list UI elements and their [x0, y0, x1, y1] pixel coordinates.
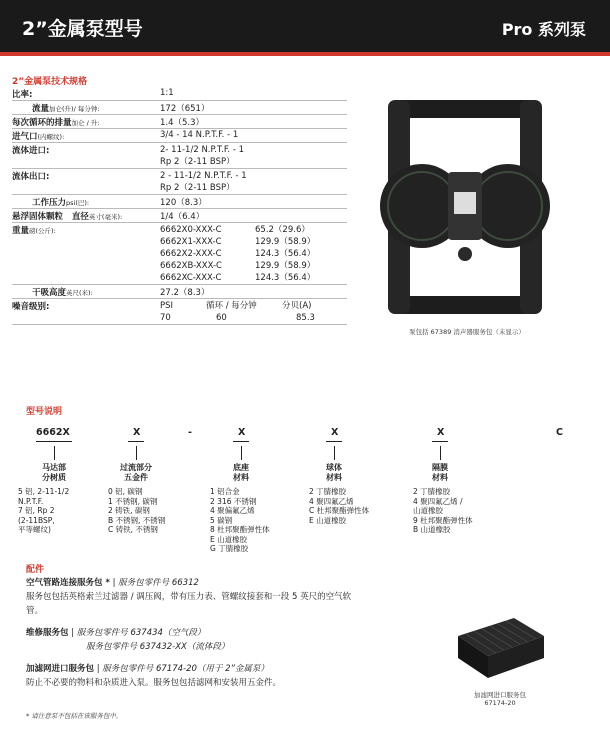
- spec-value: 1:1: [160, 88, 174, 98]
- code-tick: [440, 446, 441, 460]
- weight-item: 6662XB-XXX-C 129.9（58.9）: [160, 261, 316, 271]
- model-code-suffix: C: [556, 427, 563, 438]
- code-tick: [136, 446, 137, 460]
- spec-label: 每次循环的排量加仑 / 升:: [12, 118, 100, 128]
- spec-label: 噪音级别:: [12, 302, 50, 312]
- spec-row-air-inlet: [12, 129, 347, 143]
- weight-item: 6662XC-XXX-C 124.3（56.4）: [160, 273, 316, 283]
- spec-label: 干吸高度英尺(米):: [32, 288, 93, 298]
- spec-row-dry-lift: [12, 285, 347, 299]
- spec-label: 流体出口:: [12, 172, 50, 182]
- spec-value: 3/4 - 14 N.P.T.F. - 1: [160, 130, 239, 140]
- spec-row-fluid-inlet: [12, 143, 347, 169]
- repair-kit-title: 维修服务包 | 服务包零件号 637434（空气段）: [26, 628, 206, 638]
- spec-value: [160, 223, 347, 284]
- spec-value: 2- 11-1/2 N.P.T.F. - 1 Rp 2（2-11 BSP）: [160, 145, 244, 167]
- options-motor: 5 铝, 2-11-1/2 N.P.T.F. 7 铝, Rp 2 (2-11BSP, 平等螺纹): [18, 487, 70, 534]
- page-title: 2”金属泵型号: [22, 18, 143, 40]
- spec-value: 1.4（5.3）: [160, 118, 205, 128]
- options-wetted: 0 铝, 碳钢 1 不锈钢, 碳钢 2 铸铁, 碳钢 B 不锈钢, 不锈钢 C 铸铁, 不锈钢: [108, 487, 166, 534]
- spec-value: 27.2（8.3）: [160, 288, 210, 298]
- model-code-part: X: [133, 427, 141, 438]
- spec-row-weight: [12, 223, 347, 285]
- spec-row-displacement: [12, 115, 347, 129]
- spec-row-ratio: [12, 87, 347, 101]
- spec-label: 流量加仑(升)/ 每分钟:: [32, 104, 100, 114]
- code-tick: [54, 446, 55, 460]
- air-kit-title: 空气管路连接服务包 * | 服务包零件号 66312: [26, 578, 199, 588]
- accessories-title: 配件: [26, 565, 45, 575]
- series-label: Pro 系列泵: [501, 20, 586, 39]
- spec-row-solids: [12, 209, 347, 223]
- col-head-ball: 球体 材料: [326, 463, 342, 482]
- spec-value: 1/4（6.4）: [160, 212, 205, 222]
- code-underline: [128, 441, 144, 442]
- spec-label: 比率:: [12, 90, 33, 100]
- model-code-sep: -: [188, 427, 192, 438]
- spec-label: 重量磅(公斤):: [12, 226, 56, 236]
- header-accent-bar: [0, 52, 610, 56]
- filter-kit-image: [452, 612, 548, 682]
- col-head-seat: 底座 材料: [233, 463, 249, 482]
- pump-image: [380, 96, 550, 318]
- spec-row-pressure: [12, 195, 347, 209]
- col-head-wetted: 过流部分 五金件: [120, 463, 152, 482]
- col-head-motor: 马达部 分树质: [42, 463, 66, 482]
- spec-value: 172（651）: [160, 104, 210, 114]
- footnote: * 请注意泵不包括在该服务包中。: [26, 712, 123, 720]
- specs-title: 2”金属泵技术规格: [12, 77, 88, 87]
- filter-caption: 加滤网进口服务包 67174-20: [474, 691, 526, 707]
- model-code-base: 6662X: [36, 427, 70, 438]
- spec-label: 悬浮固体颗粒 直径英寸(毫米):: [12, 212, 123, 222]
- repair-kit-line2: 服务包零件号 637432-XX（流体段）: [86, 642, 230, 652]
- code-underline: [36, 441, 72, 442]
- model-code-part: X: [437, 427, 445, 438]
- model-title: 型号说明: [26, 407, 63, 417]
- options-seat: 1 铝合金 2 316 不锈钢 4 聚偏氟乙烯 5 碳钢 8 杜邦聚酯弹性体 E 山道橡胶 G 丁腈橡胶: [210, 487, 270, 553]
- model-code-part: X: [331, 427, 339, 438]
- spec-value: 2 - 11-1/2 N.P.T.F. - 1 Rp 2（2-11 BSP）: [160, 171, 247, 193]
- weight-item: 6662X0-XXX-C 65.2（29.6）: [160, 225, 310, 235]
- air-kit-desc: 服务包包括英格索兰过滤器 / 调压阀，带有压力表、管螺纹接套和一段 5 英尺的空气软管。: [26, 592, 352, 616]
- code-tick: [334, 446, 335, 460]
- spec-value: 120（8.3）: [160, 198, 207, 208]
- filter-kit-title: 加滤网进口服务包 | 服务包零件号 67174-20（用于 2”金属泵）: [26, 664, 269, 674]
- options-diaphragm: 2 丁腈橡胶 4 聚四氟乙烯 / 山道橡胶 9 杜邦聚酯弹性体 B 山道橡胶: [413, 487, 473, 534]
- weight-item: 6662X2-XXX-C 124.3（56.4）: [160, 249, 316, 259]
- code-underline: [233, 441, 249, 442]
- specs-table: [12, 87, 347, 325]
- spec-row-flow: [12, 101, 347, 115]
- filter-kit-desc: 防止不必要的物料和杂质进入泵。服务包包括滤网和安装用五金件。: [26, 678, 282, 688]
- pump-caption: 泵包括 67389 消声器服务包（未显示）: [409, 328, 525, 336]
- spec-row-fluid-outlet: [12, 169, 347, 195]
- spec-row-noise: [12, 299, 347, 325]
- spec-label: 流体进口:: [12, 146, 50, 156]
- weight-item: 6662X1-XXX-C 129.9（58.9）: [160, 237, 316, 247]
- col-head-diaphragm: 隔膜 材料: [432, 463, 448, 482]
- code-underline: [326, 441, 342, 442]
- page-header: [0, 0, 610, 56]
- code-tick: [241, 446, 242, 460]
- code-underline: [432, 441, 448, 442]
- options-ball: 2 丁腈橡胶 4 聚四氟乙烯 C 杜邦聚酯弹性体 E 山道橡胶: [309, 487, 370, 525]
- spec-label: 进气口(内螺纹):: [12, 132, 65, 142]
- spec-label: 工作压力psi(巴):: [32, 198, 90, 208]
- model-code-part: X: [238, 427, 246, 438]
- accessories-list: [26, 576, 366, 690]
- spec-value: PSI 循环 / 每分钟 分贝(A) 70 60 85.3: [160, 301, 315, 323]
